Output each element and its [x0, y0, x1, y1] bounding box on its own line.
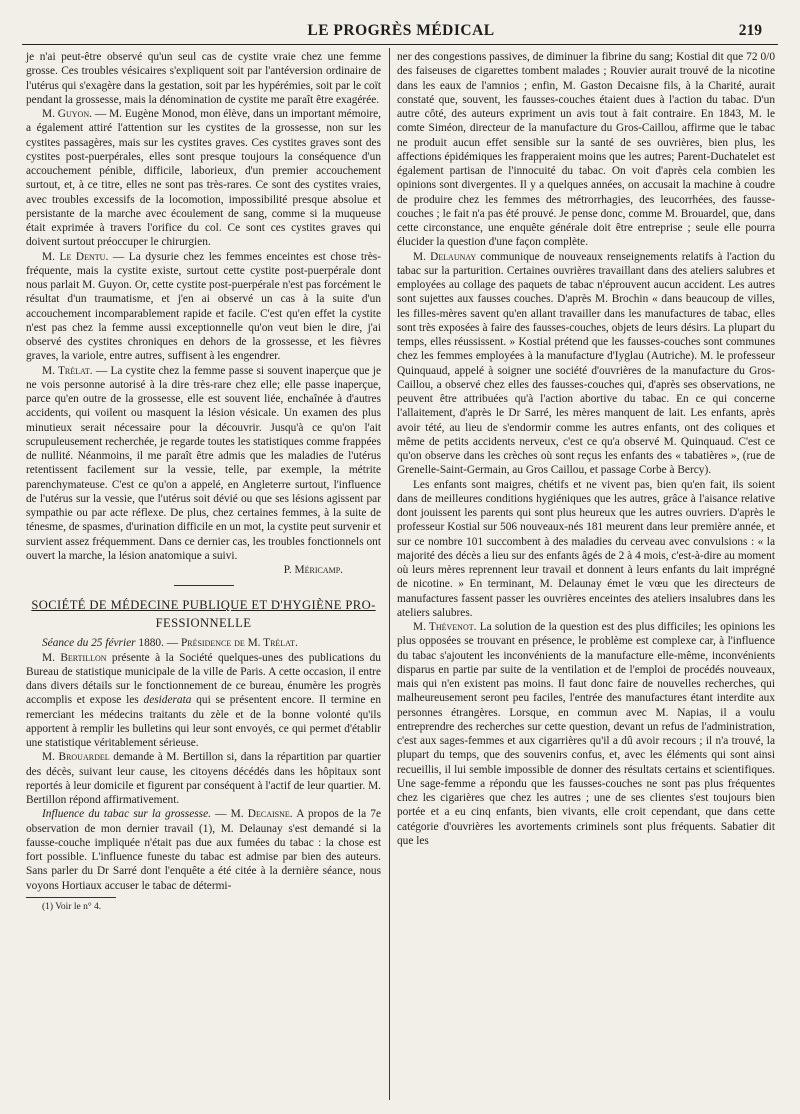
speaker-name: M. Brouardel [42, 751, 110, 764]
paragraph [26, 807, 381, 893]
session-date: Séance du 25 février [42, 637, 136, 650]
paragraph: Les enfants sont maigres, chétifs et ne vivent pas, bien qu'en fait, ils soient dans de meilleures conditions hygiéniques que les autres, grâce à l'aisance relative dont jouissent les parents qui sont plus heureux que les autres ouvriers. D'après le professeur Kostial sur 506 nouveaux-nés 181 meurent dans leur première année, et sur ce nombre 101 succombent à des maladies du cerveau avec convulsions : « la majorité des décès a lieu sur des enfants âgés de 2 à 4 mois, c'est-à-dire au moment où leurs mères reprennent leur travail et donnent à leurs enfants du lait imprégné de nicotine. » En terminant, M. Delaunay émet le vœu que les directeurs de manufactures fassent passer les ouvrières enceintes des ateliers insalubres dans les ateliers salubres. [397, 478, 775, 619]
speaker-name: M. Le Dentu. [42, 250, 109, 263]
session-presidency: 1880. — Présidence de M. Trélat. [138, 637, 298, 650]
paragraph-text: La solution de la question est des plus difficiles; les opinions les plus opposées se trouvant en présence, le problème est complexe car, à l'influence du tabac s'ajoutent les inconvénients de la manufacture elle-même, inconvénients disparus en partie par suite de la ventilation et de l'emploi de procédés nouveaux, mais qui n'en existent pas moins. Il faut donc faire de nouvelles recherches, qui malheureusement seront peu faciles, l'entrée des manufactures étant interdite aux personnes étrangères. Lorsque, en commun avec M. Napias, il a voulu entreprendre des recherches sur cette question, devant un refus de l'administration, c'est aux sages-femmes et aux cigarrières qu'il a dû avoir recours ; il n'a trouvé, la plupart du temps, que des souvenirs confus, et, avec les éléments qui sont ainsi recueillis, il lui semble impossible de donner des résultats certains et scientifiques. Une sage-femme a répondu que les fausses-couches ne sont pas plus fréquentes chez les cigarières que chez les autres ; une de ses clientes s'est toujours bien portée et a eu cinq enfants, bien vivants, elle croit cependant, que dans cette catégorie d'ouvrières les avortements criminels sont plus fréquents. Sabatier dit que les [397, 621, 775, 847]
paragraph-text: demande à M. Bertillon si, dans la répartition par quartier des décès, suivant leur cause, les citoyens décédés dans les hôpitaux sont reportés à leur domicile et figurent par conséquent à l'actif de leur quartier. M. Bertillon répond affirmativement. [26, 751, 381, 806]
header-rule [22, 44, 778, 45]
column-divider [389, 48, 390, 1100]
paragraph-text: communique de nouveaux renseignements relatifs à l'action du tabac sur la parturition. Certaines ouvrières travaillant dans des ateliers salubres et employées au collage des paquets de tabac n'éprouvent aucun accident. Les autres sont sujettes aux fausses couches. D'après M. Brochin « dans beaucoup de villes, les filles-mères savent qu'en allant travailler dans les manufactures de tabac, elles sont très exposées à faire des fausses-couches, objets de leurs désirs. La plupart du temps, elles réussissent. » Kostial prétend que les fausses-couches sont communes chez les femmes employées à la manufacture d'Iyglau (Autriche). M. le professeur Quinquaud, appelé à soigner une société d'ouvrières de la manufacture du Gros-Caillou, a observé chez elles des fausses-couches qui, d'après ses observations, ne peuvent être attribuées qu'à l'action abortive du tabac. En ce qui concerne l'allaitement, d'après le Dr Sarré, les mères manquent de lait. Les enfants, après avoir tété, au lieu de s'endormir comme les autres enfants, ont des coliques et même de petits accidents nerveux, c'est ce qu'a observé M. Quinquaud. C'est ce qu'on observe dans les crèches où sont reçus les enfants des « tabatières », (rue de Grenelle-Saint-Germain, au Gros Caillou, et passage Corbe à Bercy). [397, 250, 775, 477]
speaker-name: M. Thévenot. [413, 621, 477, 633]
left-column [26, 50, 381, 914]
paragraph [397, 250, 775, 478]
footnote-rule [26, 897, 116, 898]
speaker-name: M. Guyon. [42, 108, 92, 120]
paragraph-text: A propos de la 7e observation de mon dernier travail (1), M. Delaunay s'est demandé si la fausse-couche impliquée n'était pas due aux fumées du tabac : la chose est fort possible. L'influence funeste du tabac est admise par bien des auteurs. Sans parler du Dr Sarré dont l'enquête a été citée à la dernière séance, nous voyons Hortiaux accuser le tabac de détermi- [26, 808, 382, 892]
paragraph-text: — M. Eugène Monod, mon élève, dans un important mémoire, a également attiré l'attention sur les cystites de la grossesse, non sur les cystites passagères, mais sur les cystites graves. Ces cystites graves sont des cystites post-puerpérales, elles sont presque toujours la conséquence d'un accouchement pénible, difficile, laborieux, d'un premier accouchement surtout, et, à ce titre, elles ne sont pas très-rares. Ce sont des cystites vraies, avec troubles excessifs de la locomotion, impossibilité presque absolue et persistante de la marche avec écoulement de sang, comme si la muqueuse était exprimée à travers l'orifice du col. Ce sont ces cystites graves qui doivent surtout préoccuper le chirurgien. [26, 108, 381, 249]
speaker-name: — M. Decaisne. [215, 808, 293, 821]
paragraph-text: — La dysurie chez les femmes enceintes est chose très-fréquente, mais la cystite existe, surtout cette cystite post-puerpérale dont nous parlait M. Guyon. Or, cette cystite post-puerpérale n'est pas forcément le résultat d'un traumatisme, et j'en ai observé un cas à la suite d'un accouchement incomparablement rapide et facile. C'est qu'en effet la cystite n'est pas chez la femme aussi exceptionnelle qu'on veut bien le dire, j'ai observé des cystites chroniques en dehors de la grossesse, et les fièvres graves, la variole, entre autres, suffisent à les engendrer. [26, 250, 381, 363]
paragraph: je n'ai peut-être observé qu'un seul cas de cystite vraie chez une femme grosse. Ces troubles vésicaires s'expliquent soit par l'antéversion ordinaire de l'utérus qui s'exagère dans la gestation, soit par les hypérémies, soit par le coït pendant la grossesse, mais la dénomination de cystite me paraît être exagérée. [26, 51, 381, 106]
italic-term: desiderata [143, 694, 192, 707]
page-header [18, 22, 784, 44]
speaker-name: M. Delaunay [413, 250, 477, 263]
paragraph [397, 620, 775, 848]
session-line [26, 636, 381, 650]
paragraph-text: qui se présentent encore. Il termine en remerciant les médecins traitants du zèle et de la bonne volonté qu'ils apportent à remplir les bulletins qui leur sont envoyés, ce qui permet d'établir une statistique véritablement sérieuse. [26, 694, 381, 749]
footnote: (1) Voir le n° 4. [42, 901, 102, 912]
section-title-line: FESSIONNELLE [155, 616, 252, 631]
paragraph [26, 750, 381, 807]
paragraph-text: — La cystite chez la femme passe si souvent inaperçue que je ne vois personne autorisé à la dire très-rare chez elle; elle passe inaperçue, parce qu'en outre de la grossesse, elle est souvent liée, enchaînée à d'autres accidents, qui voilent ou masquent la lésion vésicale. Un examen des plus minutieux serait nécessaire pour la découvrir. Jusqu'à ce qu'on l'ait scrupuleusement recherchée, je regarde toutes les statistiques comme frappées de nullité. Néanmoins, il me paraît être admis que les maladies de l'utérus retentissent facilement sur la vessie, telle, par exemple, la métrite parenchymateuse. C'est ce qu'on a appelé, en Angleterre surtout, l'influence de l'utérus sur la vessie, que l'utérus soit dévié ou que ses lésions agissent par sympathie ou par acte réflexe. De plus, chez certaines femmes, à la suite de ténesme, de spasmes, d'urination difficile en un mot, la cystite peut survenir et survient assez fréquemment. Dans ce dernier cas, les troubles fonctionnels ont ouvert la marche, la lésion anatomique a suivi. [26, 364, 381, 562]
paragraph [26, 364, 381, 564]
section-separator [174, 585, 234, 586]
signature: P. Méricamp. [283, 564, 343, 576]
speaker-name: M. Bertillon [42, 651, 107, 664]
page-number: 219 [738, 22, 762, 39]
paragraph [26, 250, 381, 364]
speaker-name: M. Trélat. [42, 364, 93, 377]
italic-heading: Influence du tabac sur la grossesse. [42, 808, 211, 821]
section-title [26, 596, 381, 632]
signature-line [26, 563, 381, 577]
paragraph-text: présente à la Société quelques-unes des publications du Bureau de statistique municipale de la ville de Paris. A cette occasion, il entre dans divers détails sur le fonctionnement de ce bureau, énumère les progrès accomplis et expose les [26, 651, 381, 707]
paragraph: ner des congestions passives, de diminuer la fibrine du sang; Kostial dit que 72 0/0 des faiseuses de cigarettes tombent malades ; Rouvier aurait trouvé de la nicotine dans les eaux de l'amnios ; enfin, M. Gaston Decaisne fils, à la Charité, aurait constaté que, souvent, les fausses-couches étaient dues à l'action du tabac. D'un autre côté, des auteurs expriment un avis tout à fait contraire. En 1843, M. le comte Siméon, directeur de la manufacture du Gros-Caillou, affirme que le tabac ne produit aucun effet sensible sur la santé de ses ouvrières, bien plus, les affections épidémiques les frapperaient moins que les autres; Parent-Duchatelet est également partisan de l'innocuité du tabac. On voit d'après cela combien les opinions sont divergentes. Il y a quelques années, on accusait la machine à coudre de produire chez les femmes des métrorrhagies, des leucorrhées, des fausse-couches ; le fait n'a pas été prouvé. Je pense donc, comme M. Brouardel, que, dans cette circonstance, une enquête générale doit être entreprise ; seule elle pourra élucider la question d'une façon complète. [397, 51, 775, 249]
right-column [397, 50, 775, 848]
journal-title: LE PROGRÈS MÉDICAL [307, 22, 495, 39]
paragraph [26, 107, 381, 250]
section-title-line: SOCIÉTÉ DE MÉDECINE PUBLIQUE ET D'HYGIÈNE PRO- [31, 598, 376, 613]
paragraph [26, 651, 381, 751]
